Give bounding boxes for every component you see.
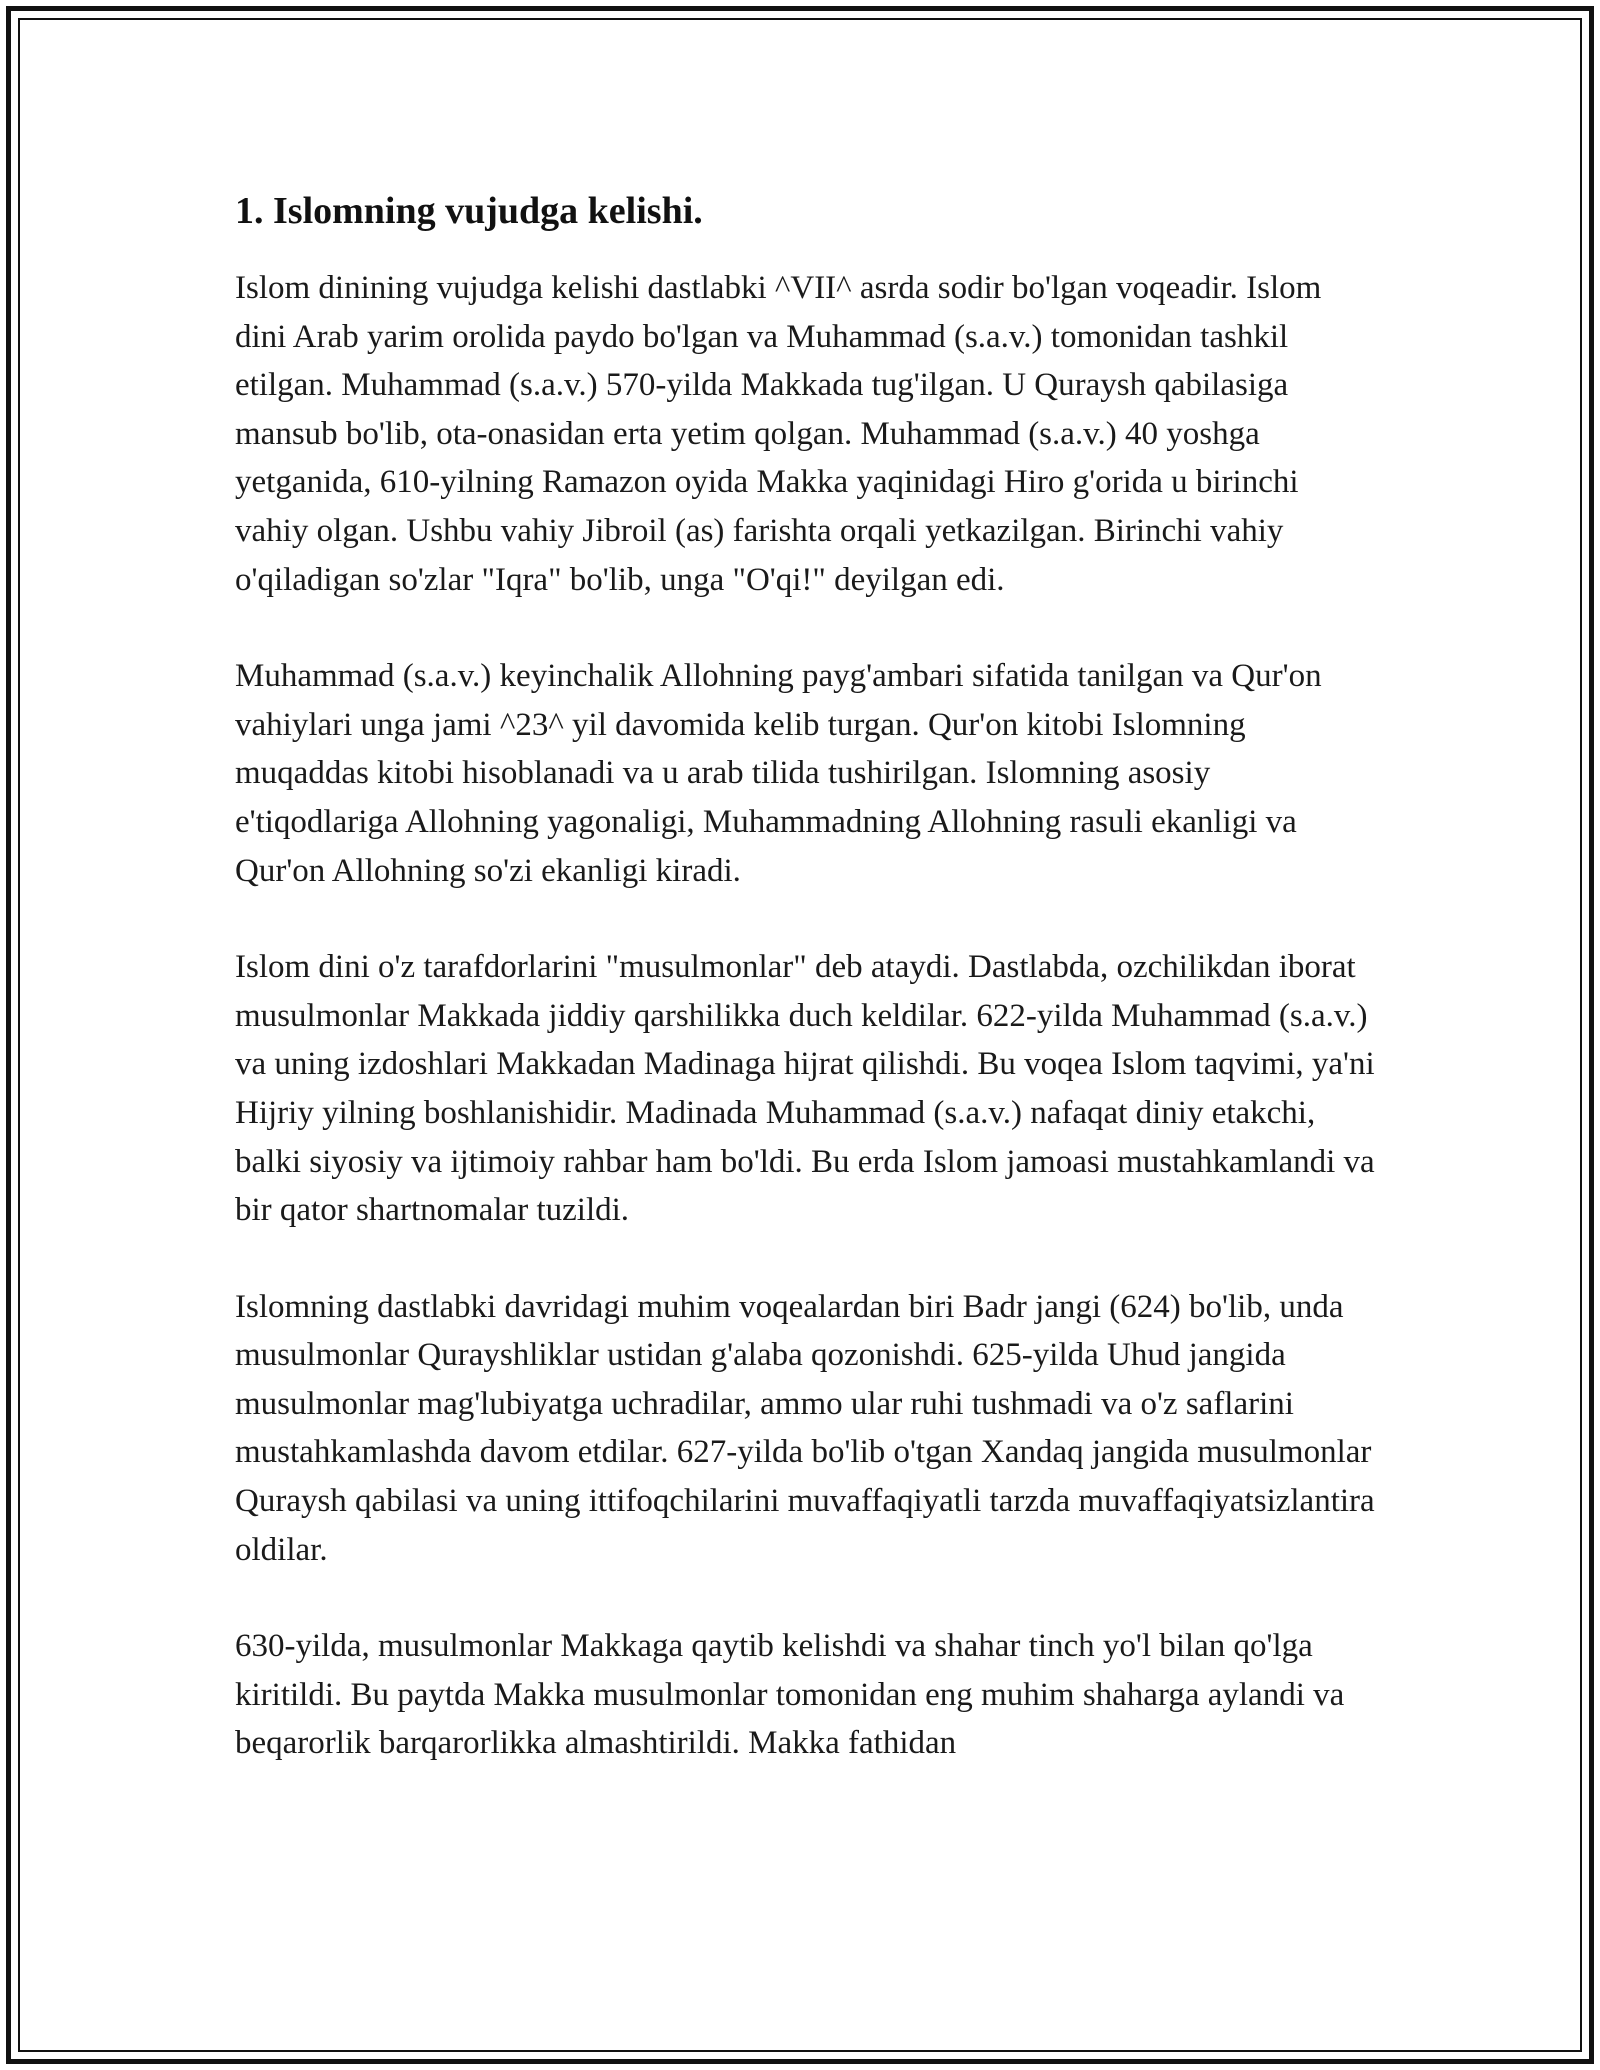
paragraph-3: Islom dini o'z tarafdorlarini "musulmonlar" deb ataydi. Dastlabda, ozchilikdan iborat musulmonlar Makkada jiddiy qarshilikka duch keldilar. 622-yilda Muhammad (s.a.v.) va uning izdoshlari Makkadan Madinaga hijrat qilishdi. Bu voqea Islom taqvimi, ya'ni Hijriy yilning boshlanishidir. Madinada Muhammad (s.a.v.) nafaqat diniy etakchi, balki siyosiy va ijtimoiy rahbar ham bo'ldi. Bu erda Islom jamoasi mustahkamlandi va bir qator shartnomalar tuzildi.: [235, 949, 1375, 1229]
paragraph-2: Muhammad (s.a.v.) keyinchalik Allohning payg'ambari sifatida tanilgan va Qur'on vahiylari unga jami ^23^ yil davomida kelib turgan. Qur'on kitobi Islomning muqaddas kitobi hisoblanadi va u arab tilida tushirilgan. Islomning asosiy e'tiqodlariga Allohning yagonaligi, Muhammadning Allohning rasuli ekanligi va Qur'on Allohning so'zi ekanligi kiradi.: [235, 658, 1322, 889]
section-heading: 1. Islomning vujudga kelishi.: [235, 190, 703, 232]
document-body: [235, 186, 1375, 1768]
paragraph-5: 630-yilda, musulmonlar Makkaga qaytib kelishdi va shahar tinch yo'l bilan qo'lga kiritildi. Bu paytda Makka musulmonlar tomonidan eng muhim shaharga aylandi va beqarorlik barqarorlikka almashtirildi. Makka fathidan: [235, 1628, 1345, 1762]
paragraph-1: Islom dinining vujudga kelishi dastlabki ^VII^ asrda sodir bo'lgan voqeadir. Islom dini Arab yarim orolida paydo bo'lgan va Muhammad (s.a.v.) tomonidan tashkil etilgan. Muhammad (s.a.v.) 570-yilda Makkada tug'ilgan. U Quraysh qabilasiga mansub bo'lib, ota-onasidan erta yetim qolgan. Muhammad (s.a.v.) 40 yoshga yetganida, 610-yilning Ramazon oyida Makka yaqinidagi Hiro g'orida u birinchi vahiy olgan. Ushbu vahiy Jibroil (as) farishta orqali yetkazilgan. Birinchi vahiy o'qiladigan so'zlar "Iqra" bo'lib, unga "O'qi!" deyilgan edi.: [235, 270, 1322, 598]
paragraph-4: Islomning dastlabki davridagi muhim voqealardan biri Badr jangi (624) bo'lib, unda musulmonlar Qurayshliklar ustidan g'alaba qozonishdi. 625-yilda Uhud jangida musulmonlar mag'lubiyatga uchradilar, ammo ular ruhi tushmadi va o'z saflarini mustahkamlashda davom etdilar. 627-yilda bo'lib o'tgan Xandaq jangida musulmonlar Quraysh qabilasi va uning ittifoqchilarini muvaffaqiyatli tarzda muvaffaqiyatsizlantira oldilar.: [235, 1288, 1375, 1568]
